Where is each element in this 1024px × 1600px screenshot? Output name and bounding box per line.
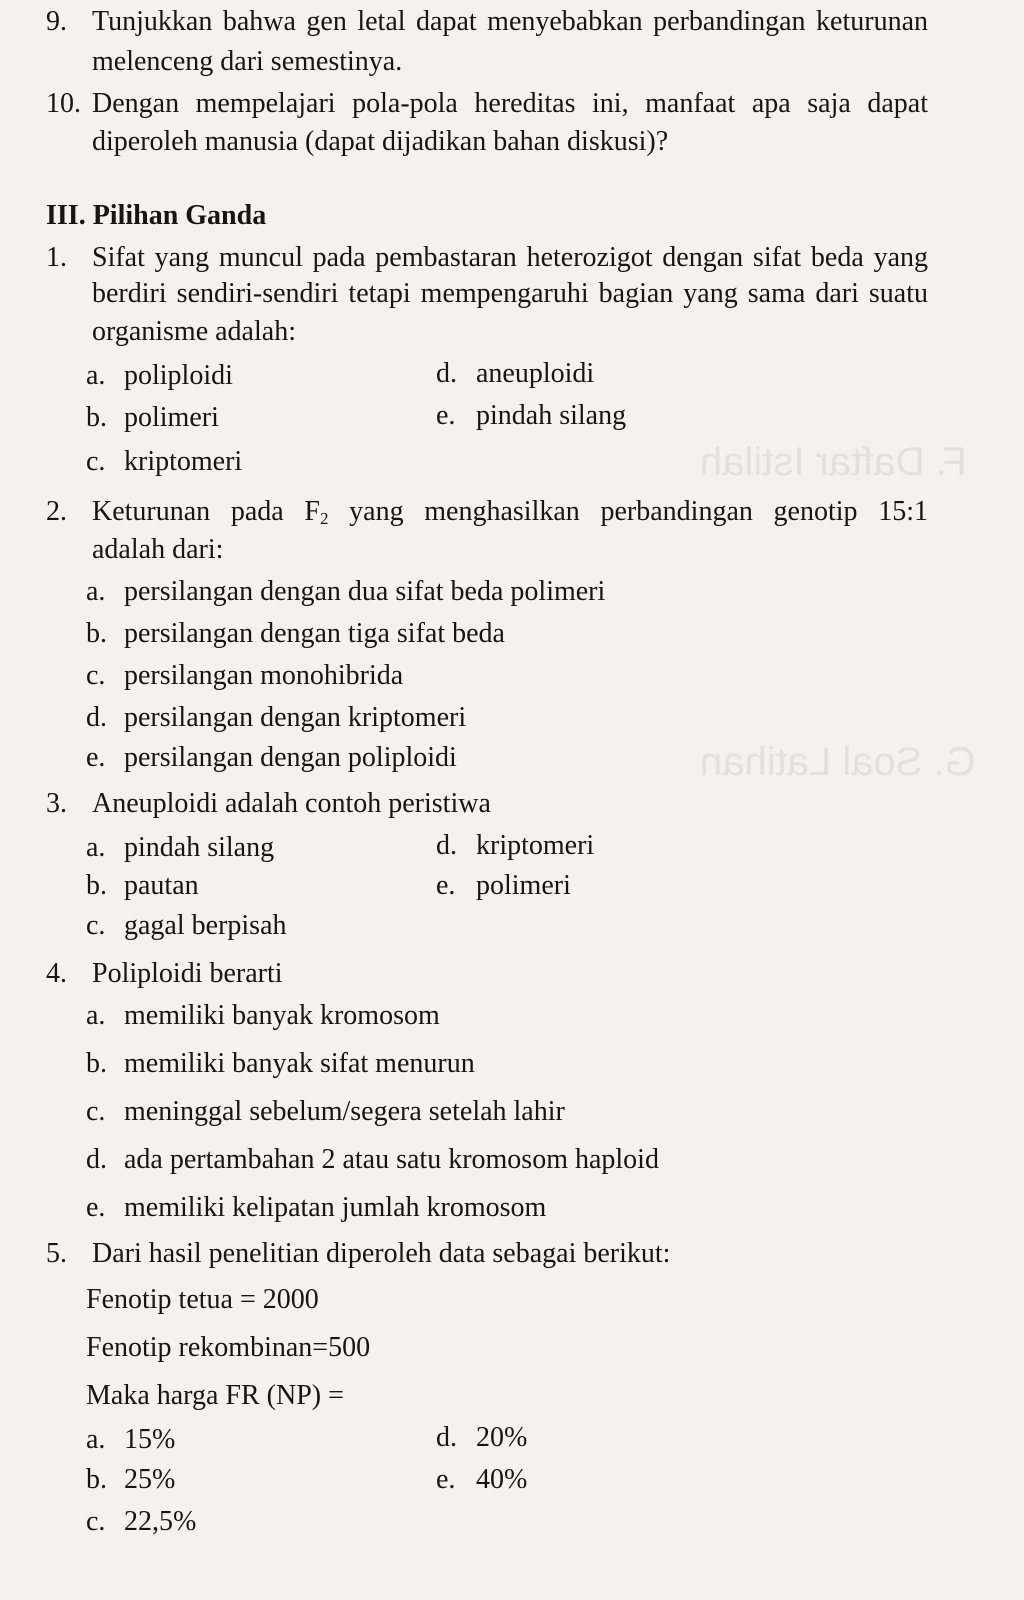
q4-option-a-letter: a.: [86, 1000, 106, 1031]
q5-option-d-letter: d.: [436, 1422, 457, 1453]
q2-option-b-letter: b.: [86, 618, 107, 649]
q5-option-c-letter: c.: [86, 1506, 106, 1537]
q3-option-b-letter: b.: [86, 870, 107, 901]
q4-option-b-letter: b.: [86, 1048, 107, 1079]
essay-9-line1: Tunjukkan bahwa gen letal dapat menyebabkan perbandingan keturunan: [92, 6, 928, 37]
q5-data-parent-phenotype: Fenotip tetua = 2000: [86, 1284, 319, 1315]
q4-text: Poliploidi berarti: [92, 958, 283, 989]
q2-option-b: persilangan dengan tiga sifat beda: [124, 618, 505, 649]
q1-option-c: kriptomeri: [124, 446, 243, 477]
q3-text: Aneuploidi adalah contoh peristiwa: [92, 788, 491, 819]
essay-9-line2: melenceng dari semestinya.: [92, 46, 403, 77]
q1-option-e: pindah silang: [476, 400, 627, 431]
essay-9-number: 9.: [46, 6, 67, 37]
q4-number: 4.: [46, 958, 67, 989]
q5-text: Dari hasil penelitian diperoleh data sebagai berikut:: [92, 1238, 671, 1269]
q2-option-c-letter: c.: [86, 660, 106, 691]
ghost-heading-g: G. Soal Latihan: [700, 740, 976, 784]
q5-option-d: 20%: [476, 1422, 528, 1453]
q1-line3: organisme adalah:: [92, 316, 296, 347]
q4-option-a: memiliki banyak kromosom: [124, 1000, 440, 1031]
q3-option-c: gagal berpisah: [124, 910, 287, 941]
q5-option-b-letter: b.: [86, 1464, 107, 1495]
q5-option-a: 15%: [124, 1424, 176, 1455]
q2-line1: Keturunan pada $F_2$ yang menghasilkan perbandingan genotip 15:1: [92, 496, 928, 528]
q1-line1: Sifat yang muncul pada pembastaran heterozigot dengan sifat beda yang: [92, 242, 928, 273]
q3-option-d-letter: d.: [436, 830, 457, 861]
q1-line2: berdiri sendiri-sendiri tetapi mempengaruhi bagian yang sama dari suatu: [92, 278, 928, 309]
q5-option-a-letter: a.: [86, 1424, 106, 1455]
q4-option-d-letter: d.: [86, 1144, 107, 1175]
q3-number: 3.: [46, 788, 67, 819]
section-heading: III. Pilihan Ganda: [46, 200, 267, 231]
q2-line2: adalah dari:: [92, 534, 224, 565]
q2-option-d: persilangan dengan kriptomeri: [124, 702, 467, 733]
q2-number: 2.: [46, 496, 67, 527]
q3-option-b: pautan: [124, 870, 199, 901]
ghost-heading-f: F. Daftar Istilah: [700, 440, 967, 484]
essay-10-line1: Dengan mempelajari pola-pola hereditas ini, manfaat apa saja dapat: [92, 88, 928, 119]
q1-option-d: aneuploidi: [476, 358, 595, 389]
q2-option-a: persilangan dengan dua sifat beda polimeri: [124, 576, 606, 607]
q3-option-e-letter: e.: [436, 870, 456, 901]
q1-option-d-letter: d.: [436, 358, 457, 389]
q1-number: 1.: [46, 242, 67, 273]
q2-option-a-letter: a.: [86, 576, 106, 607]
q1-option-a: poliploidi: [124, 360, 233, 391]
q3-option-a: pindah silang: [124, 832, 275, 863]
q2-option-e-letter: e.: [86, 742, 106, 773]
q4-option-e-letter: e.: [86, 1192, 106, 1223]
q5-option-e-letter: e.: [436, 1464, 456, 1495]
q5-option-b: 25%: [124, 1464, 176, 1495]
q5-option-e: 40%: [476, 1464, 528, 1495]
q1-option-e-letter: e.: [436, 400, 456, 431]
q3-option-c-letter: c.: [86, 910, 106, 941]
q4-option-e: memiliki kelipatan jumlah kromosom: [124, 1192, 547, 1223]
q2-option-e: persilangan dengan poliploidi: [124, 742, 457, 773]
q1-option-a-letter: a.: [86, 360, 106, 391]
q4-option-c-letter: c.: [86, 1096, 106, 1127]
q2-option-d-letter: d.: [86, 702, 107, 733]
q5-option-c: 22,5%: [124, 1506, 197, 1537]
q1-option-b: polimeri: [124, 402, 219, 433]
q5-data-recombinant-phenotype: Fenotip rekombinan=500: [86, 1332, 371, 1363]
q1-option-c-letter: c.: [86, 446, 106, 477]
q5-number: 5.: [46, 1238, 67, 1269]
q1-option-b-letter: b.: [86, 402, 107, 433]
essay-10-line2: diperoleh manusia (dapat dijadikan bahan diskusi)?: [92, 126, 669, 157]
q3-option-a-letter: a.: [86, 832, 106, 863]
q5-ask: Maka harga FR (NP) =: [86, 1380, 344, 1411]
q2-option-c: persilangan monohibrida: [124, 660, 404, 691]
q4-option-d: ada pertambahan 2 atau satu kromosom haploid: [124, 1144, 659, 1175]
q4-option-c: meninggal sebelum/segera setelah lahir: [124, 1096, 565, 1127]
q3-option-e: polimeri: [476, 870, 571, 901]
essay-10-number: 10.: [46, 88, 81, 119]
q4-option-b: memiliki banyak sifat menurun: [124, 1048, 475, 1079]
q3-option-d: kriptomeri: [476, 830, 595, 861]
